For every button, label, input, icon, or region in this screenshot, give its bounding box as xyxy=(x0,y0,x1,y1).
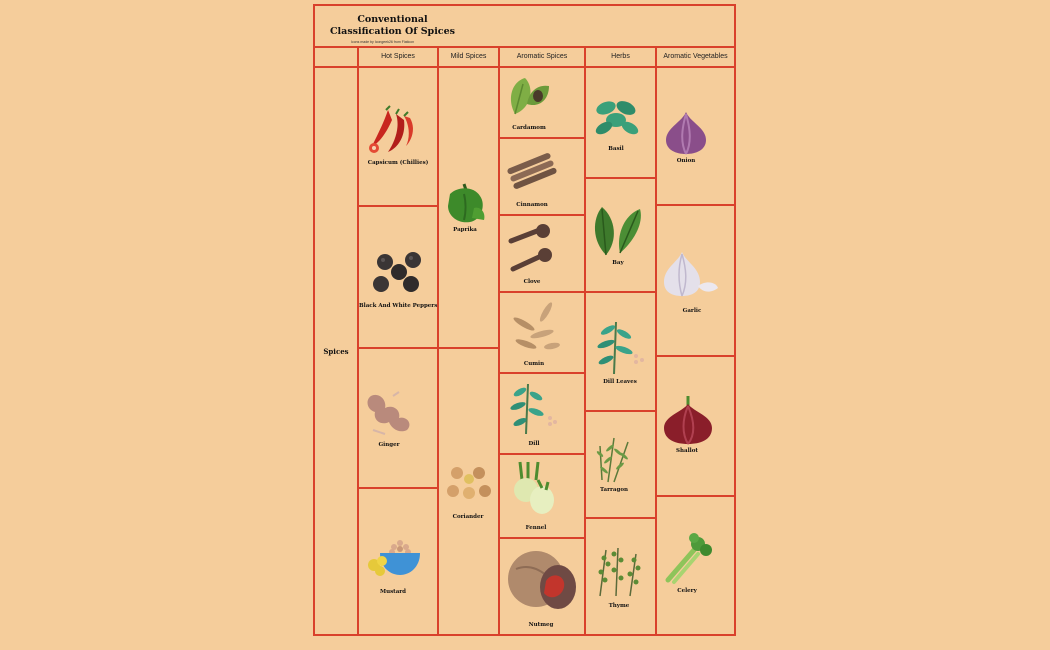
coriander-label: Coriander xyxy=(452,514,484,520)
bay-label: Bay xyxy=(612,260,624,266)
row-label-spices: Spices xyxy=(323,347,349,356)
herbs-divider-2 xyxy=(585,291,656,293)
cinnamon-icon xyxy=(505,152,559,190)
nutmeg-label: Nutmeg xyxy=(528,622,554,628)
aromatic-divider-2 xyxy=(499,214,585,216)
mustard-icon xyxy=(364,533,422,579)
paprika-label: Paprika xyxy=(453,227,477,233)
veg-divider-1 xyxy=(656,204,735,206)
veg-divider-3 xyxy=(656,495,735,497)
aromatic-divider-4 xyxy=(499,372,585,374)
clove-label: Clove xyxy=(523,279,541,285)
clove-icon xyxy=(507,221,557,273)
aromatic-divider-1 xyxy=(499,137,585,139)
aromatic-divider-5 xyxy=(499,453,585,455)
header-aromatic-spices: Aromatic Spices xyxy=(516,53,568,60)
header-hot-spices: Hot Spices xyxy=(381,53,415,60)
tarragon-icon xyxy=(594,434,638,484)
cardamom-label: Cardamom xyxy=(512,125,546,131)
tarragon-label: Tarragon xyxy=(599,487,628,493)
pepper-icon xyxy=(371,250,425,294)
mild-divider-1 xyxy=(438,347,499,349)
title-line-2: Classification Of Spices xyxy=(330,26,455,37)
mustard-label: Mustard xyxy=(379,589,407,595)
pepper-label: Black And White Peppers xyxy=(359,303,438,309)
col-mild xyxy=(437,46,500,636)
dill-icon xyxy=(506,380,562,436)
aromatic-divider-3 xyxy=(499,291,585,293)
header-mild-spices: Mild Spices xyxy=(450,53,487,60)
basil-label: Basil xyxy=(608,146,624,152)
herbs-divider-1 xyxy=(585,177,656,179)
veg-divider-2 xyxy=(656,355,735,357)
thyme-icon xyxy=(592,544,644,598)
capsicum-label: Capsicum (Chillies) xyxy=(367,160,429,166)
bay-leaf-icon xyxy=(590,205,646,257)
garlic-icon xyxy=(662,250,720,298)
header-aromatic-vegetables: Aromatic Vegetables xyxy=(663,53,728,60)
dill-leaves-label: Dill Leaves xyxy=(603,379,637,385)
celery-label: Celery xyxy=(677,588,697,594)
ginger-icon xyxy=(365,390,415,436)
hot-divider-2 xyxy=(358,347,438,349)
dill-leaves-icon xyxy=(592,318,650,376)
cumin-label: Cumin xyxy=(523,361,545,367)
herbs-divider-4 xyxy=(585,517,656,519)
onion-icon xyxy=(662,110,710,154)
nutmeg-icon xyxy=(506,545,578,617)
cardamom-icon xyxy=(505,74,551,120)
coriander-icon xyxy=(445,465,493,503)
fennel-icon xyxy=(508,460,556,518)
cumin-icon xyxy=(506,300,562,356)
cinnamon-label: Cinnamon xyxy=(516,202,548,208)
herbs-divider-3 xyxy=(585,410,656,412)
hot-divider-3 xyxy=(358,487,438,489)
icon-credit: Icons made by Icongeek26 from Flaticon xyxy=(351,40,415,44)
dill-label: Dill xyxy=(528,441,540,447)
chilli-icon xyxy=(366,106,416,156)
diagram-title xyxy=(330,14,455,38)
aromatic-divider-6 xyxy=(499,537,585,539)
col-spices xyxy=(313,46,359,636)
fennel-label: Fennel xyxy=(525,525,547,531)
shallot-label: Shallot xyxy=(676,448,698,454)
ginger-label: Ginger xyxy=(378,442,400,448)
header-herbs: Herbs xyxy=(611,53,630,60)
hot-divider-1 xyxy=(358,205,438,207)
thyme-label: Thyme xyxy=(608,603,630,609)
title-line-1: Conventional xyxy=(357,14,428,25)
paprika-icon xyxy=(444,182,488,224)
celery-icon xyxy=(664,534,712,584)
shallot-icon xyxy=(662,394,714,446)
garlic-label: Garlic xyxy=(682,308,702,314)
onion-label: Onion xyxy=(676,158,696,164)
basil-icon xyxy=(592,96,642,138)
